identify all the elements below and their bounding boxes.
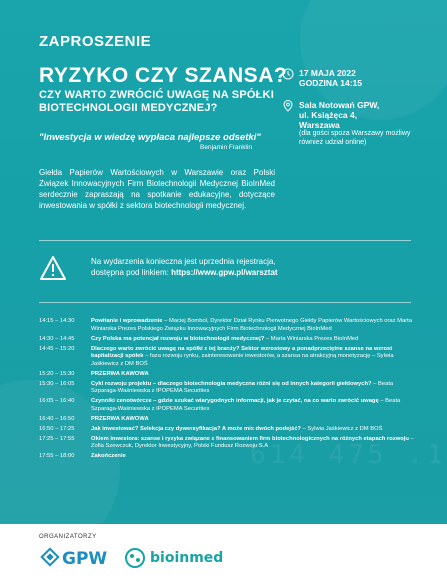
agenda-row <box>39 426 414 434</box>
gpw-logo-icon <box>39 546 61 568</box>
organizers-label: ORGANIZATORZY <box>39 534 97 540</box>
bioinmed-logo-icon <box>124 547 146 569</box>
agenda-description <box>91 318 414 333</box>
event-remote-note: (dla gości spoza Warszawy możliwy również udział online) <box>299 130 411 146</box>
agenda-row <box>39 346 414 369</box>
bioinmed-logo-text: bioinmed <box>150 550 224 566</box>
agenda-topic: Okiem inwestora: szanse i ryzyka związane z finansowaniem firm biotechnologicznych na różnych etapach rozwoju <box>91 435 409 442</box>
agenda-description <box>91 381 414 396</box>
agenda-row <box>39 381 414 396</box>
agenda-time: 17:55 – 18:00 <box>39 453 75 459</box>
agenda-description <box>91 346 414 369</box>
event-venue: Sala Notowań GPW, <box>299 100 380 110</box>
agenda-row <box>39 416 414 424</box>
agenda-topic: Czynniki cenotwórcze – gdzie szukać wiarygodnych informacji, jak je czytać, na co warto zwrócić uwagę <box>91 398 379 404</box>
agenda-topic: PRZERWA KAWOWA <box>91 370 149 377</box>
agenda-description <box>91 416 414 424</box>
agenda-topic: Cykl rozwoju projektu – dlaczego biotechnologia medyczna różni się od innych kategorii giełdowych? <box>91 380 372 387</box>
registration-notice <box>91 256 351 278</box>
invitation-label: ZAPROSZENIE <box>39 33 152 50</box>
registration-link[interactable]: https://www.gpw.pl/warsztat <box>171 268 278 277</box>
agenda-row <box>39 371 414 379</box>
agenda-time: 14:30 – 14:45 <box>39 335 75 342</box>
agenda-row <box>39 336 414 344</box>
agenda-topic: Dlaczego warto zwrócić uwagę na spółki z tej branży? Sektor wzrostowy a ponadprzeciętne szanse na wzrost kapitalizacji spółek <box>91 345 393 359</box>
agenda-time: 17:25 – 17:55 <box>39 435 75 442</box>
agenda-time: 16:50 – 17:25 <box>39 425 75 432</box>
agenda-speaker: – Beata Szparaga-Waśniewska z IPOPEMA Securities <box>91 398 401 412</box>
agenda-time: 15:30 – 16:05 <box>39 380 75 387</box>
agenda-speaker: – Zofia Szewczuk, Dyrektor Inwestycyjny, Polski Fundusz Rozwoju S.A <box>91 435 414 449</box>
page-subtitle: CZY WARTO ZWRÓCIĆ UWAGĘ NA SPÓŁKI BIOTECHNOLOGII MEDYCZNEJ? <box>39 89 274 114</box>
page-title: RYZYKO CZY SZANSA? <box>39 64 288 87</box>
decor-watermark: 614 475 .1 <box>250 440 447 470</box>
event-time: GODZINA 14:15 <box>299 78 362 88</box>
quote-text: "Inwestycja w wiedzę wypłaca najlepsze odsetki" <box>39 132 261 143</box>
agenda-time: 16:05 – 16:40 <box>39 398 75 404</box>
agenda-topic: Czy Polska ma potencjał rozwoju w biotechnologii medycznej? <box>91 335 265 342</box>
agenda-speaker: – Maciej Bombol, Dyrektor Dział Rynku Pierwotnego Giełdy Papierów Wartościowych oraz Marta Winiarska Prezes Polskiego Związku Innowacyjnych Firm Biotechnologii Medycznej BioInMed <box>91 318 412 332</box>
agenda-row <box>39 398 414 413</box>
agenda-description <box>91 398 414 413</box>
agenda-list <box>39 318 414 463</box>
quote-author: Benjamin Franklin <box>200 144 253 151</box>
agenda-speaker: – Marta Winiarska Prezes BioInMed <box>264 335 359 342</box>
agenda-topic: PRZERWA KAWOWA <box>91 415 149 422</box>
registration-line: Na wydarzenia konieczna jest uprzednia rejestracja, <box>91 257 276 266</box>
agenda-row <box>39 318 414 333</box>
agenda-time: 14:15 – 14:30 <box>39 318 75 324</box>
agenda-speaker: – faza rozwoju rynku, zainteresowanie inwestorów, a szansa na atrakcyjną monetyzację – Sylwia Jaśkiewicz z DM BOŚ <box>91 353 394 367</box>
agenda-row <box>39 436 414 451</box>
agenda-speaker: – Sylwia Jaśkiewicz z DM BOŚ <box>300 425 383 432</box>
agenda-topic: Powitanie i wprowadzenie <box>91 318 163 324</box>
agenda-description <box>91 371 414 379</box>
event-street: ul. Książęca 4, <box>299 110 358 120</box>
agenda-topic: Zakończenie <box>91 453 126 459</box>
agenda-row <box>39 453 414 461</box>
agenda-time: 15:20 – 15:30 <box>39 370 75 377</box>
location-pin-icon <box>282 100 294 112</box>
agenda-description <box>91 336 414 344</box>
divider <box>39 240 411 241</box>
agenda-topic: Jak inwestować? Selekcja czy dywersyfikacja? A może mix dwóch podejść? <box>91 425 301 432</box>
intro-paragraph: Giełda Papierów Wartościowych w Warszawie oraz Polski Związek Innowacyjnych Firm Biotechnologii Medycznej BioInMed serdecznie zapraszają na spotkanie edukacyjne, dotyczące inwestowania w spółki z sektora biotechnologii medycznej. <box>39 168 275 210</box>
agenda-speaker: – Beata Szparaga-Waśniewska z IPOPEMA Securities <box>91 380 394 394</box>
agenda-time: 16:40 – 16:50 <box>39 415 75 422</box>
agenda-description <box>91 426 414 434</box>
gpw-logo-text: GPW <box>62 549 108 569</box>
event-city: Warszawa <box>299 120 340 130</box>
agenda-time: 14:45 – 15:20 <box>39 345 75 352</box>
divider <box>39 302 411 303</box>
warning-icon <box>39 255 67 281</box>
agenda-description <box>91 453 414 461</box>
event-date: 17 MAJA 2022 <box>299 68 356 78</box>
clock-icon <box>282 68 294 80</box>
registration-prefix: dostępna pod linkiem: <box>91 268 172 277</box>
agenda-description <box>91 436 414 451</box>
